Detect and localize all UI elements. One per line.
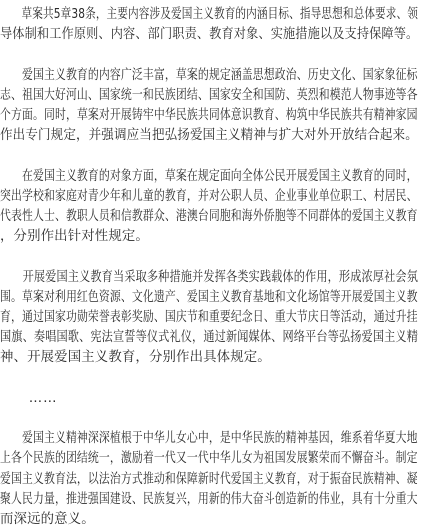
text-line bbox=[0, 4, 418, 26]
highlighted-phrase: 全体公民开展爱国主义教育 bbox=[241, 168, 374, 184]
highlighted-phrase: 通过升挂 bbox=[373, 310, 418, 325]
highlighted-phrase: 通过新闻媒体、网络平台等 bbox=[203, 330, 339, 346]
text-line bbox=[0, 428, 418, 450]
text-line bbox=[0, 125, 418, 147]
highlighted-phrase: ， bbox=[0, 229, 14, 245]
text-line bbox=[0, 448, 418, 470]
text-segment: 而深远的意义。 bbox=[0, 512, 95, 527]
highlighted-phrase: 公职人员、企业事业单位职工、村居民、 bbox=[219, 188, 418, 204]
text-segment: 草案共5章38条，主要内容涉及爱国主义教育的内涵目标、指导思想和总体要求、领 bbox=[0, 7, 419, 22]
text-line bbox=[0, 347, 271, 369]
text-line bbox=[0, 307, 418, 329]
text-segment: 的同时， bbox=[373, 168, 418, 184]
text-segment: 导体制和工作原则、内容、部门职责、教育对象、实施措施以及支持保障等。 bbox=[0, 27, 419, 43]
text-segment: 上各个民族的团结统一，激励着一代又一代中华儿女为祖国发展繁荣而不懈奋斗。制定 bbox=[0, 451, 418, 467]
text-segment: 开展爱国主义教育当采取 bbox=[0, 269, 147, 285]
text-segment: 围。草案对利用红色资源、文化遗产、爱国主义教育基地和文化场馆等开展爱国主义教 bbox=[0, 289, 418, 305]
text-line bbox=[0, 166, 418, 188]
text-segment: 。同时，草案对开展铸牢中华民族共同体意识教育、 bbox=[32, 108, 286, 123]
highlighted-phrase: 多种措施并发挥各类实践载体的作用 bbox=[146, 269, 328, 285]
text-line bbox=[0, 287, 418, 309]
text-line bbox=[0, 65, 418, 87]
text-segment: 等不同群体的爱国主义教育 bbox=[285, 209, 418, 224]
text-line bbox=[0, 267, 418, 289]
highlighted-phrase: 分别作出针对性规定。 bbox=[13, 229, 149, 245]
text-line bbox=[0, 388, 58, 410]
highlighted-phrase: 构筑中华民族共有精神家园 bbox=[285, 108, 418, 123]
highlighted-phrase: 通过国家功勋荣誉表彰奖励、国庆节和重要纪念日、重大节庆日等活动 bbox=[21, 310, 363, 325]
text-segment: 育， bbox=[0, 310, 22, 325]
text-line bbox=[0, 186, 418, 208]
text-line bbox=[0, 24, 418, 46]
text-segment: ，形成浓厚社会氛 bbox=[327, 269, 418, 285]
text-segment: 。 bbox=[405, 128, 418, 144]
text-segment: 爱国主义精神深深植根于中华儿女心中，是中华民族的精神基因，维系着华夏大地 bbox=[0, 431, 418, 447]
text-segment: ， bbox=[362, 310, 374, 325]
text-line bbox=[0, 226, 149, 248]
text-line bbox=[0, 85, 418, 107]
text-line bbox=[0, 206, 418, 228]
text-segment: 在爱国主义教育的对象方面，草案在规定面向 bbox=[0, 168, 242, 184]
text-segment: 规定，并强调应当 bbox=[50, 128, 152, 144]
text-segment: ，并对 bbox=[186, 188, 220, 204]
highlighted-phrase: 代表性人士、教职人员和信教群众、港澳台同胞和海外侨胞 bbox=[0, 209, 286, 224]
text-line bbox=[0, 105, 418, 127]
highlighted-phrase: 作出专门 bbox=[0, 128, 51, 144]
highlighted-phrase: 涵盖思想政治、历史文化、国家象征标 bbox=[230, 67, 418, 83]
highlighted-phrase: 个方面 bbox=[0, 108, 33, 123]
text-line bbox=[0, 509, 95, 531]
text-segment: 爱国主义教育法，以法治方式推动和保障新时代爱国主义教育，对于振奋民族精神、凝 bbox=[0, 471, 418, 487]
text-line bbox=[0, 327, 418, 349]
text-segment: 爱国主义教育的内容广泛丰富，草案的规定 bbox=[0, 67, 231, 83]
text-segment: 神、开展爱国主义教育，分别作出具体规定。 bbox=[0, 350, 271, 366]
ellipsis: …… bbox=[0, 390, 58, 406]
text-segment: 聚人民力量，推进强国建设、民族复兴，用新的伟大奋斗创造新的伟业，具有十分重大 bbox=[0, 491, 418, 507]
text-line bbox=[0, 469, 418, 491]
highlighted-phrase: 把弘扬爱国主义精神与扩大对外开放结合起来 bbox=[151, 128, 406, 144]
text-segment: 弘扬爱国主义精 bbox=[338, 330, 419, 346]
text-line bbox=[0, 489, 418, 511]
highlighted-phrase: 国旗、奏唱国歌、宪法宣誓等仪式礼仪 bbox=[0, 330, 193, 346]
highlighted-phrase: 志、祖国大好河山、国家统一和民族团结、国家安全和国防、英烈和模范人物事迹等各 bbox=[0, 87, 418, 103]
text-segment: ， bbox=[192, 330, 204, 346]
highlighted-phrase: 突出学校和家庭对青少年和儿童的教育 bbox=[0, 188, 187, 204]
